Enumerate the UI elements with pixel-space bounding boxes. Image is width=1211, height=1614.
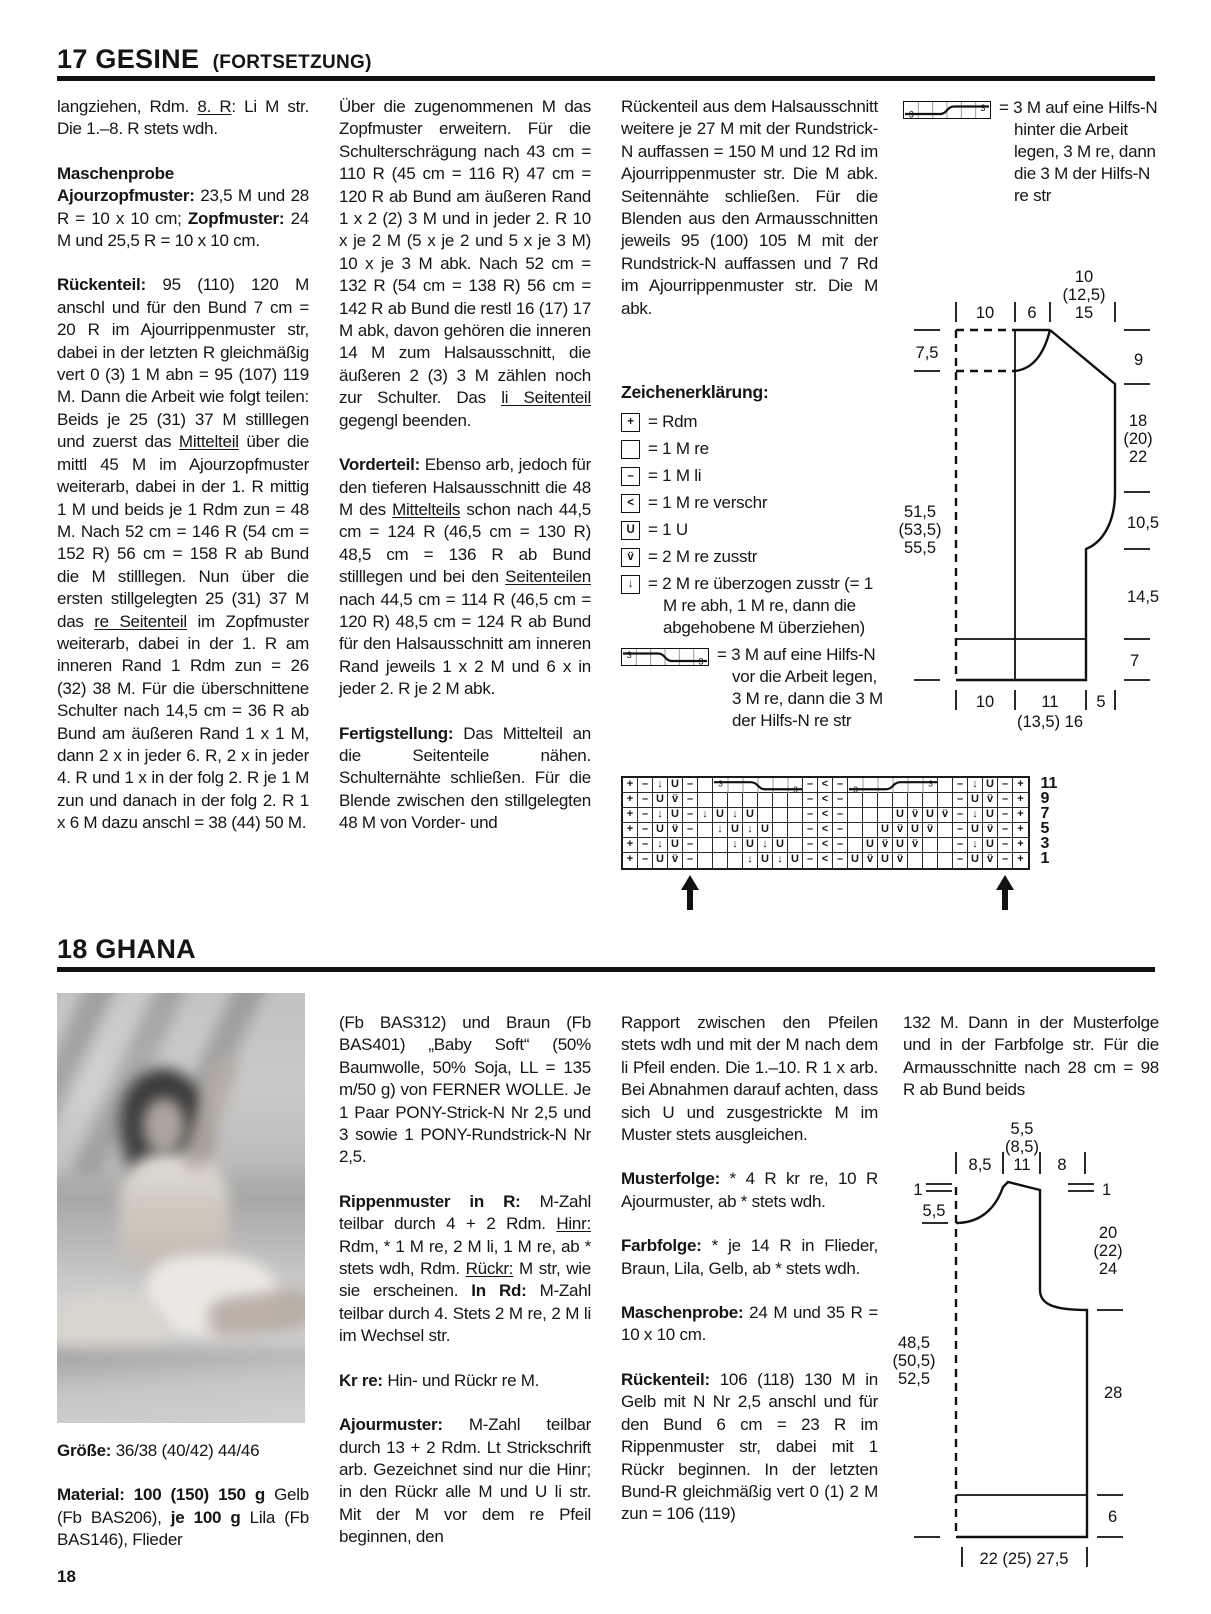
chart-cell bbox=[788, 838, 803, 853]
legend-item-text: = 3 M auf eine Hilfs-N vor die Arbeit legen, 3 M re, dann die 3 M der Hilfs-N re str bbox=[717, 645, 883, 730]
ghana-photo bbox=[57, 993, 305, 1423]
paragraph: Rückenteil aus dem Halsausschnitt weitere je 27 M mit der Rundstrick-N auffassen = 150 M und 12 Rd im Ajourrippenmuster str. Die M abk. Seitennähte schließen. Für die Blenden aus den Armausschnitten jeweils 95 (100) 105 M mit der Rundstrick-N auffassen und 7 Rd im Ajourrippenmuster str. Die M abk. bbox=[621, 97, 878, 318]
measurement-label: 10 bbox=[1074, 268, 1094, 286]
paragraph: (Fb BAS312) und Braun (Fb BAS401) „Baby Soft“ (50% Baumwolle, 50% Soja, LL = 135 m/50 g) von FERNER WOLLE. Je 1 Paar PONY-Strick-N Nr 2,5 und 3 sowie 1 PONY-Rundstrick-N Nr 2,5. bbox=[339, 1013, 591, 1167]
chart-cell bbox=[743, 793, 758, 808]
chart-cell: – bbox=[803, 853, 818, 868]
gesine-column-1 bbox=[57, 96, 309, 835]
paragraph: Rippenmuster in R: M-Zahl teilbar durch 4 + 2 Rdm. Hinr: Rdm, * 1 M re, 2 M li, 1 M re, ab * stets wdh, Rdm. Rückr: M str, wie sie erscheinen. In Rd: M-Zahl teilbar durch 4. Stets 2 M re, 2 M li im Wechsel str. bbox=[339, 1191, 591, 1346]
measurement-label: 20 bbox=[1098, 1224, 1118, 1242]
stitch-symbol-icon: + bbox=[621, 413, 640, 432]
gesine-schematic bbox=[872, 250, 1172, 736]
chart-cell: v̈ bbox=[938, 808, 953, 823]
chart-cell: + bbox=[1013, 838, 1028, 853]
cable-back-glyph bbox=[848, 778, 938, 793]
chart-cell bbox=[938, 823, 953, 838]
heading-rule bbox=[57, 967, 1155, 972]
chart-cell: U bbox=[968, 793, 983, 808]
chart-cell bbox=[938, 838, 953, 853]
measurement-label: 7,5 bbox=[915, 344, 939, 362]
chart-cell: ↓ bbox=[728, 838, 743, 853]
chart-cell: + bbox=[623, 793, 638, 808]
chart-row-number: 1 bbox=[1040, 850, 1050, 868]
cable-front-cell bbox=[713, 778, 803, 793]
section-heading-gesine bbox=[57, 44, 372, 75]
legend-items bbox=[621, 411, 885, 639]
heading-rule bbox=[57, 76, 1155, 81]
measurement-label: 14,5 bbox=[1127, 588, 1160, 606]
chart-cell bbox=[698, 823, 713, 838]
chart-cell: – bbox=[683, 823, 698, 838]
chart-cell: ↓ bbox=[773, 853, 788, 868]
chart-cell: U bbox=[968, 823, 983, 838]
chart-cell bbox=[938, 853, 953, 868]
chart-cell bbox=[893, 793, 908, 808]
legend-item bbox=[621, 573, 885, 639]
chart-cell: + bbox=[1017, 853, 1024, 865]
chart-cell bbox=[698, 778, 713, 793]
chart-cell: U bbox=[668, 778, 683, 793]
rapport-arrow-left-icon bbox=[681, 875, 699, 911]
svg-text:3: 3 bbox=[793, 785, 798, 793]
chart-cell bbox=[908, 793, 923, 808]
chart-cell bbox=[923, 853, 938, 868]
chart-cell: – bbox=[998, 838, 1013, 853]
legend-item bbox=[621, 492, 885, 514]
chart-cell bbox=[863, 823, 878, 838]
measurement-label: (53,5) bbox=[898, 521, 942, 539]
chart-cell: – bbox=[953, 823, 968, 838]
gesine-chart-grid bbox=[621, 776, 1030, 870]
chart-cell: – bbox=[998, 823, 1013, 838]
chart-cell: v̈ bbox=[983, 823, 998, 838]
measurement-label: 8,5 bbox=[968, 1156, 992, 1174]
chart-row bbox=[623, 808, 1028, 823]
chart-cell: – bbox=[953, 808, 968, 823]
chart-cell bbox=[713, 793, 728, 808]
measurement-label: 48,5 bbox=[897, 1334, 931, 1352]
chart-cell: U bbox=[863, 838, 878, 853]
chart-cell: U bbox=[893, 808, 908, 823]
chart-cell: U bbox=[848, 853, 863, 868]
measurement-label: (12,5) bbox=[1062, 286, 1106, 304]
chart-cell bbox=[848, 808, 863, 823]
chart-cell: U bbox=[893, 838, 908, 853]
measurement-label: 6 bbox=[1027, 304, 1037, 322]
cable-front-icon bbox=[621, 648, 709, 666]
chart-cell: U bbox=[728, 823, 743, 838]
chart-cell: – bbox=[683, 778, 698, 793]
measurement-label: 24 bbox=[1098, 1260, 1118, 1278]
chart-cell: ↓ bbox=[713, 823, 728, 838]
paragraph: Maschenprobe Ajourzopfmuster: 23,5 M und 28 R = 10 x 10 cm; Zopfmuster: 24 M und 25,5 R = 10 x 10 cm. bbox=[57, 163, 310, 251]
chart-cell bbox=[788, 793, 803, 808]
cable-front-glyph bbox=[622, 649, 708, 665]
legend-item bbox=[621, 438, 885, 460]
chart-cell: v̈ bbox=[983, 793, 998, 808]
stitch-symbol-icon: v̈ bbox=[621, 548, 640, 567]
ghana-column-2 bbox=[339, 1012, 591, 1549]
chart-cell: U bbox=[788, 853, 803, 868]
chart-cell: U bbox=[653, 823, 668, 838]
measurement-label: 15 bbox=[1074, 304, 1094, 322]
measurement-label: 22 (25) 27,5 bbox=[979, 1550, 1069, 1568]
chart-cell: – bbox=[803, 823, 818, 838]
chart-cell: – bbox=[683, 853, 698, 868]
legend-item bbox=[621, 519, 885, 541]
chart-cell: – bbox=[803, 793, 818, 808]
chart-cell: U bbox=[983, 838, 998, 853]
rapport-arrow-right-icon bbox=[996, 875, 1014, 911]
chart-cell: – bbox=[953, 853, 968, 868]
svg-text:3: 3 bbox=[853, 785, 858, 793]
svg-text:3: 3 bbox=[908, 109, 914, 118]
section-heading-ghana bbox=[57, 934, 196, 965]
chart-cell: ↓ bbox=[968, 778, 983, 793]
legend-item-text: = 1 U bbox=[648, 520, 688, 539]
chart-cell: < bbox=[818, 823, 833, 838]
chart-cell: ↓ bbox=[698, 808, 713, 823]
chart-cell: + bbox=[1013, 823, 1028, 838]
paragraph: Rapport zwischen den Pfeilen stets wdh und mit der M nach dem li Pfeil enden. Die 1.–10. R 1 x arb. Bei Abnahmen darauf achten, dass sich U und zusgestrickte M im Muster stets ausgleichen. bbox=[621, 1013, 878, 1145]
chart-cell: U bbox=[878, 853, 893, 868]
chart-cell bbox=[848, 823, 863, 838]
paragraph: Musterfolge: * 4 R kr re, 10 R Ajourmuster, ab * stets wdh. bbox=[621, 1169, 878, 1211]
chart-cell: U bbox=[968, 853, 983, 868]
chart-cell: – bbox=[833, 808, 848, 823]
paragraph: Größe: 36/38 (40/42) 44/46 bbox=[57, 1441, 260, 1460]
chart-row-number: 9 bbox=[1040, 790, 1050, 808]
chart-cell: ↓ bbox=[653, 778, 668, 793]
chart-cell: < bbox=[818, 793, 833, 808]
chart-cell: – bbox=[683, 808, 698, 823]
chart-cell: U bbox=[758, 853, 773, 868]
chart-cell: – bbox=[683, 793, 698, 808]
chart-cell: – bbox=[998, 793, 1013, 808]
legend-item bbox=[621, 465, 885, 487]
measurement-label: (20) bbox=[1123, 430, 1153, 448]
chart-cell: ↓ bbox=[653, 808, 668, 823]
cable-back-icon bbox=[903, 101, 991, 119]
svg-text:3: 3 bbox=[980, 102, 986, 113]
chart-cell bbox=[788, 808, 803, 823]
chart-cell: U bbox=[743, 808, 758, 823]
measurement-label: 55,5 bbox=[903, 539, 937, 557]
measurement-label: 22 bbox=[1128, 448, 1148, 466]
chart-row bbox=[623, 823, 1028, 838]
chart-cell bbox=[848, 838, 863, 853]
legend-item-text: = 1 M li bbox=[648, 466, 702, 485]
chart-cell: v̈ bbox=[893, 853, 908, 868]
chart-cell: U bbox=[653, 853, 668, 868]
chart-cell: < bbox=[818, 853, 833, 868]
chart-row-number: 11 bbox=[1040, 775, 1058, 792]
chart-cell: – bbox=[638, 823, 653, 838]
chart-cell: + bbox=[1013, 808, 1028, 823]
chart-cell: + bbox=[623, 778, 638, 793]
chart-cell: U bbox=[878, 823, 893, 838]
chart-cell: ↓ bbox=[758, 838, 773, 853]
chart-cell: + bbox=[623, 838, 638, 853]
chart-cell: U bbox=[668, 838, 683, 853]
chart-cell: – bbox=[998, 778, 1013, 793]
measurement-label: 10 bbox=[975, 304, 995, 322]
svg-text:3: 3 bbox=[626, 649, 632, 660]
paragraph: Fertigstellung: Das Mittelteil an die Seitenteile nähen. Schulternähte schließen. Für die Blende zwischen den stillgelegten 48 M von Vorder- und bbox=[339, 723, 592, 833]
legend-item-cable-back bbox=[903, 97, 1159, 207]
paragraph: Vorderteil: Ebenso arb, jedoch für den tieferen Halsausschnitt die 48 M des Mittelteils schon nach 44,5 cm = 124 R (46,5 cm = 130 R) 48,5 cm = 136 R ab Bund stilllegen und bei den Seitenteilen nach 44,5 cm = 114 R (46,5 cm = 120 R) 48,5 cm = 124 R ab Bund für den Halsausschnitt am inneren Rand jeweils 1 x 2 M und 6 x in jeder 2. R je 2 M abk. bbox=[339, 455, 591, 699]
chart-cell bbox=[758, 808, 773, 823]
chart-cell bbox=[773, 793, 788, 808]
measurement-label: 8 bbox=[1057, 1156, 1067, 1174]
stitch-symbol-icon: ↓ bbox=[621, 575, 640, 594]
chart-cell: – bbox=[803, 838, 818, 853]
chart-cell bbox=[713, 838, 728, 853]
measurement-label: 6 bbox=[1108, 1508, 1118, 1526]
stitch-symbol-icon: U bbox=[621, 521, 640, 540]
chart-cell: + bbox=[1013, 793, 1028, 808]
chart-cell: + bbox=[623, 853, 638, 868]
chart-cell: U bbox=[743, 838, 758, 853]
chart-cell: U bbox=[983, 778, 998, 793]
measurement-label: 5,5 bbox=[1010, 1120, 1034, 1138]
ghana-schematic bbox=[872, 1092, 1172, 1578]
chart-cell bbox=[863, 793, 878, 808]
section-title: 17 GESINE bbox=[57, 44, 200, 74]
photo-face bbox=[143, 1098, 185, 1154]
symbol-legend-back bbox=[903, 97, 1159, 212]
chart-cell: < bbox=[818, 778, 833, 793]
paragraph: Über die zugenommenen M das Zopfmuster erweitern. Für die Schulterschrägung nach 43 cm = 110 R (45 cm = 116 R) 47 cm = 120 R ab Bund am äußeren Rand 1 x 2 (2) 3 M und in jeder 2. R 10 x je 2 M (5 x je 2 und 5 x je 3 M) 10 x je 3 M abk. Nach 52 cm = 132 R (54 cm = 138 R) 56 cm = 142 R ab Bund die restl 16 (17) 17 M abk, davon gehören die inneren 14 M zum Halsausschnitt, die äußeren 2 (3) 3 M zählen noch zur Schulter. Das li Seitenteil gegengl beenden. bbox=[339, 97, 591, 430]
chart-cell bbox=[728, 793, 743, 808]
svg-text:3: 3 bbox=[718, 779, 723, 789]
chart-cell: U bbox=[668, 808, 683, 823]
chart-cell bbox=[923, 838, 938, 853]
gesine-column-3 bbox=[621, 96, 878, 320]
chart-cell: U bbox=[908, 823, 923, 838]
chart-cell: – bbox=[833, 838, 848, 853]
cable-back-cell bbox=[848, 778, 938, 793]
measurement-label: (22) bbox=[1093, 1242, 1123, 1260]
legend-item-text: = 1 M re verschr bbox=[648, 493, 768, 512]
chart-cell: ↓ bbox=[968, 838, 983, 853]
chart-cell: – bbox=[638, 838, 653, 853]
chart-cell bbox=[863, 808, 878, 823]
chart-cell: – bbox=[638, 853, 653, 868]
chart-cell bbox=[938, 778, 953, 793]
chart-cell: + bbox=[1013, 778, 1028, 793]
chart-cell: ↓ bbox=[743, 853, 758, 868]
chart-cell: – bbox=[953, 793, 968, 808]
chart-cell bbox=[758, 793, 773, 808]
gesine-column-2 bbox=[339, 96, 591, 835]
chart-cell bbox=[788, 823, 803, 838]
svg-text:3: 3 bbox=[928, 779, 933, 789]
measurement-label: (13,5) 16 bbox=[1016, 713, 1084, 731]
chart-cell bbox=[938, 793, 953, 808]
chart-cell: + bbox=[623, 808, 638, 823]
chart-cell bbox=[773, 808, 788, 823]
section-title: 18 GHANA bbox=[57, 934, 196, 964]
stitch-symbol-icon: – bbox=[621, 467, 640, 486]
chart-cell: v̈ bbox=[908, 808, 923, 823]
measurement-label: (50,5) bbox=[892, 1352, 936, 1370]
chart-cell bbox=[698, 793, 713, 808]
measurement-label: 10,5 bbox=[1127, 514, 1160, 532]
paragraph: Kr re: Hin- und Rückr re M. bbox=[339, 1370, 540, 1390]
chart-cell bbox=[878, 808, 893, 823]
ghana-column-3 bbox=[621, 1012, 878, 1526]
chart-row bbox=[623, 778, 1028, 793]
chart-cell: v̈ bbox=[878, 838, 893, 853]
chart-cell: – bbox=[833, 778, 848, 793]
legend-item-text: = 2 M re zusstr bbox=[648, 547, 758, 566]
chart-cell: – bbox=[833, 853, 848, 868]
cable-back-glyph bbox=[904, 102, 990, 118]
legend-item-text: = Rdm bbox=[648, 412, 698, 431]
chart-cell: v̈ bbox=[893, 823, 908, 838]
chart-cell: – bbox=[833, 823, 848, 838]
legend-title: Zeichenerklärung: bbox=[621, 382, 769, 402]
chart-row bbox=[623, 793, 1028, 808]
chart-cell: ↓ bbox=[728, 808, 743, 823]
measurement-label: 9 bbox=[1134, 351, 1144, 369]
paragraph: Ajourmuster: M-Zahl teilbar durch 13 + 2 Rdm. Lt Strickschrift arb. Gezeichnet sind nur die Hinr; in den Rückr alle M und U li str. Mit der M vor dem re Pfeil beginnen, den bbox=[339, 1415, 591, 1547]
measurement-label: 5 bbox=[1096, 693, 1106, 711]
chart-cell bbox=[878, 793, 893, 808]
measurement-label: (8,5) bbox=[1005, 1138, 1039, 1156]
chart-cell: ↓ bbox=[653, 838, 668, 853]
chart-cell: v̈ bbox=[983, 853, 998, 868]
chart-cell: U bbox=[653, 793, 668, 808]
chart-cell bbox=[698, 838, 713, 853]
chart-cell: < bbox=[818, 808, 833, 823]
measurement-label: 1 bbox=[913, 1181, 923, 1199]
chart-cell: v̈ bbox=[668, 853, 683, 868]
chart-row bbox=[623, 853, 1028, 868]
legend-item-cable-front bbox=[621, 644, 885, 732]
chart-cell: – bbox=[638, 793, 653, 808]
chart-cell: U bbox=[773, 838, 788, 853]
measurement-label: 28 bbox=[1104, 1384, 1123, 1402]
measurement-label: 51,5 bbox=[903, 503, 937, 521]
chart-cell: – bbox=[803, 778, 818, 793]
stitch-symbol-icon bbox=[621, 440, 640, 459]
chart-cell: U bbox=[983, 808, 998, 823]
measurement-label: 7 bbox=[1130, 652, 1140, 670]
chart-cell bbox=[728, 853, 743, 868]
chart-row-number: 3 bbox=[1040, 835, 1050, 853]
chart-cell: + bbox=[623, 823, 638, 838]
chart-cell: U bbox=[923, 808, 938, 823]
stitch-symbol-icon: < bbox=[621, 494, 640, 513]
measurement-label: 10 bbox=[975, 693, 995, 711]
chart-cell: – bbox=[803, 808, 818, 823]
chart-cell: v̈ bbox=[668, 793, 683, 808]
svg-text:3: 3 bbox=[698, 656, 704, 665]
chart-cell: < bbox=[818, 838, 833, 853]
legend-item-text: = 2 M re überzogen zusstr (= 1 M re abh, 1 M re, dann die abgehobene M überziehen) bbox=[648, 574, 873, 637]
gesine-knitting-chart bbox=[621, 776, 1091, 916]
measurement-label: 11 bbox=[1041, 693, 1059, 711]
chart-row-number: 7 bbox=[1040, 805, 1050, 823]
paragraph: Material: 100 (150) 150 g Gelb (Fb BAS206), je 100 g Lila (Fb BAS146), Flieder bbox=[57, 1485, 309, 1550]
chart-cell: ↓ bbox=[968, 808, 983, 823]
chart-cell bbox=[848, 793, 863, 808]
paragraph: Farbfolge: * je 14 R in Flieder, Braun, Lila, Gelb, ab * stets wdh. bbox=[621, 1236, 878, 1278]
paragraph: 132 M. Dann in der Musterfolge und in der Farbfolge str. Für die Armausschnitte nach 28 cm = 98 R ab Bund beids bbox=[903, 1013, 1159, 1100]
measurement-label: 11 bbox=[1013, 1156, 1031, 1174]
page-number: 18 bbox=[57, 1567, 76, 1586]
photo-ground bbox=[57, 1349, 305, 1423]
chart-row-numbers bbox=[1040, 776, 1057, 866]
section-title-suffix: (FORTSETZUNG) bbox=[212, 52, 372, 73]
chart-cell: – bbox=[953, 778, 968, 793]
chart-cell: v̈ bbox=[863, 853, 878, 868]
chart-row bbox=[623, 838, 1028, 853]
chart-cell: – bbox=[998, 808, 1013, 823]
legend-item-text: = 1 M re bbox=[648, 439, 709, 458]
ghana-column-4 bbox=[903, 1012, 1159, 1102]
chart-cell: – bbox=[638, 778, 653, 793]
chart-cell: – bbox=[998, 853, 1013, 868]
paragraph: langziehen, Rdm. 8. R: Li M str. Die 1.–8. R stets wdh. bbox=[57, 97, 309, 139]
chart-cell: v̈ bbox=[923, 823, 938, 838]
chart-cell bbox=[923, 793, 938, 808]
measurement-label: 18 bbox=[1128, 412, 1148, 430]
chart-cell: v̈ bbox=[908, 838, 923, 853]
chart-cell: – bbox=[638, 808, 653, 823]
chart-cell: U bbox=[758, 823, 773, 838]
chart-cell bbox=[908, 853, 923, 868]
chart-cell: – bbox=[683, 838, 698, 853]
chart-cell bbox=[773, 823, 788, 838]
measurement-label: 52,5 bbox=[897, 1370, 931, 1388]
chart-cell: v̈ bbox=[668, 823, 683, 838]
chart-cell bbox=[698, 853, 713, 868]
chart-cell: ↓ bbox=[743, 823, 758, 838]
measurement-label: 1 bbox=[1102, 1181, 1112, 1199]
chart-cell: – bbox=[953, 838, 968, 853]
paragraph: Maschenprobe: 24 M und 35 R = 10 x 10 cm. bbox=[621, 1303, 879, 1345]
chart-row-number: 5 bbox=[1040, 820, 1050, 838]
legend-item-text: = 3 M auf eine Hilfs-N hinter die Arbeit legen, 3 M re, dann die 3 M der Hilfs-N re str bbox=[999, 98, 1158, 205]
chart-cell: U bbox=[713, 808, 728, 823]
ghana-column-1 bbox=[57, 1440, 309, 1552]
legend-item bbox=[621, 411, 885, 433]
symbol-legend bbox=[621, 382, 885, 737]
measurement-label: 5,5 bbox=[922, 1202, 946, 1220]
paragraph: Rückenteil: 106 (118) 130 M in Gelb mit N Nr 2,5 anschl und für den Bund 6 cm = 23 R im Rippenmuster str, dabei mit 1 Rückr beginnen. In der letzten Bund-R gleichmäßig vert 0 (1) 2 M zun = 106 (119) bbox=[621, 1369, 879, 1524]
cable-front-glyph bbox=[713, 778, 803, 793]
paragraph: Rückenteil: 95 (110) 120 M anschl und für den Bund 7 cm = 20 R im Ajourrippenmuster str, dabei in der letzten R gleichmäßig vert 0 (3) 1 M abn = 95 (107) 119 M. Dann die Arbeit wie folgt teilen: Beids je 25 (31) 37 M stilllegen und zuerst das Mittelteil über die mittl 45 M im Ajourzopfmuster weiterarb, dabei in der 1. R mittig 1 M und beids je 1 Rdm zun = 48 M. Nach 52 cm = 146 R (54 cm = 152 R) 56 cm = 158 R ab Bund die M stilllegen. Nun über die ersten stillgelegten 25 (31) 37 M das re Seitenteil im Zopfmuster weiterarb, dabei in der 1. R am inneren Rand 1 Rdm zun = 26 (32) 38 M. Für die überschnittene Schulter nach 14,5 cm = 36 R ab Bund am äußeren Rand 1 x 1 M, dann 2 x in jeder 6. R, 2 x in jeder 4. R und 1 x in der folg 2. R je 1 M zun und danach in der folg 2. R 1 x 6 M dazu anschl = 38 (44) 50 M. bbox=[57, 275, 310, 833]
chart-cell: – bbox=[833, 793, 848, 808]
chart-cell bbox=[713, 853, 728, 868]
legend-item bbox=[621, 546, 885, 568]
